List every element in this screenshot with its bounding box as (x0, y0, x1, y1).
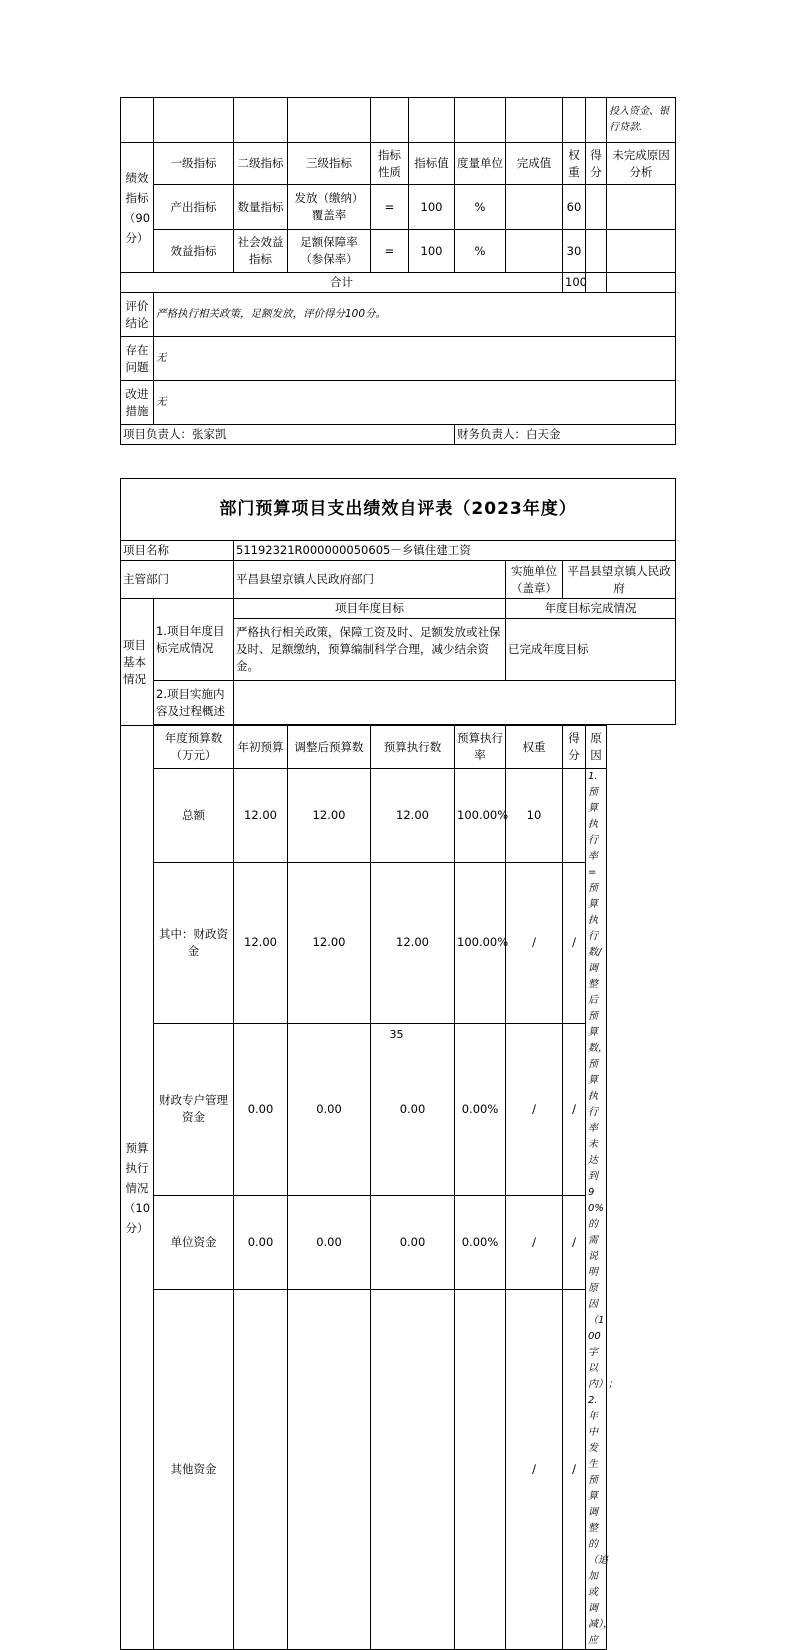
budget-score: / (563, 1195, 586, 1289)
score-cell (586, 230, 607, 273)
budget-rate: 0.00% (455, 1023, 506, 1195)
page-title: 部门预算项目支出绩效自评表（2023年度） (121, 479, 676, 541)
budget-init: 0.00 (234, 1195, 288, 1289)
budget-score: / (563, 862, 586, 1023)
impl-unit-value: 平昌县望京镇人民政府 (563, 561, 676, 599)
goal-done-head: 年度目标完成情况 (506, 599, 676, 619)
budget-adj: 12.00 (288, 769, 371, 863)
goal-text: 严格执行相关政策，保障工资及时、足额发放或社保及时、足额缴纳，预算编制科学合理，减少结余资金。 (234, 619, 506, 681)
reason-cell (607, 230, 676, 273)
total-weight: 100 (563, 273, 586, 293)
empty-cell (506, 98, 563, 143)
nature-cell: = (371, 185, 409, 230)
budget-exec: 12.00 (371, 862, 455, 1023)
budget-score: / (563, 1023, 586, 1195)
score-cell (586, 185, 607, 230)
budget-name: 其他资金 (154, 1289, 234, 1649)
unit-cell: % (455, 185, 506, 230)
impl-unit-label: 实施单位（盖章） (506, 561, 563, 599)
budget-header-3: 预算执行数 (371, 726, 455, 769)
l3-cell: 发放（缴纳）覆盖率 (288, 185, 371, 230)
budget-header-7: 原因 (586, 726, 607, 769)
improve-label: 改进措施 (121, 381, 154, 425)
header-l1: 一级指标 (154, 143, 234, 185)
budget-self-eval-table (120, 478, 676, 1650)
impl-text (234, 681, 676, 725)
problem-label: 存在问题 (121, 337, 154, 381)
total-empty (607, 273, 676, 293)
total-score (586, 273, 607, 293)
project-name-label: 项目名称 (121, 541, 234, 561)
header-value: 指标值 (409, 143, 455, 185)
table-row (121, 769, 676, 863)
budget-adj: 0.00 (288, 1195, 371, 1289)
top-note: 投入资金、银行贷款. (607, 98, 676, 143)
done-cell (506, 185, 563, 230)
budget-exec: 0.00 (371, 1195, 455, 1289)
l2-cell: 社会效益指标 (234, 230, 288, 273)
impl-label: 2.项目实施内容及过程概述 (154, 681, 234, 725)
budget-exec: 12.00 (371, 769, 455, 863)
budget-adj: 12.00 (288, 862, 371, 1023)
budget-header-4: 预算执行率 (455, 726, 506, 769)
budget-name: 财政专户管理资金 (154, 1023, 234, 1195)
weight-cell: 60 (563, 185, 586, 230)
budget-rate (455, 1289, 506, 1649)
budget-name: 总额 (154, 769, 234, 863)
l3-cell: 足额保障率（参保率） (288, 230, 371, 273)
weight-cell: 30 (563, 230, 586, 273)
eval-text: 严格执行相关政策，足额发放，评价得分100分。 (154, 293, 676, 337)
header-done: 完成值 (506, 143, 563, 185)
empty-cell (234, 98, 288, 143)
empty-cell (371, 98, 409, 143)
budget-header-2: 调整后预算数 (288, 726, 371, 769)
budget-name: 其中：财政资金 (154, 862, 234, 1023)
empty-cell (563, 98, 586, 143)
budget-weight: / (506, 862, 563, 1023)
dept-label: 主管部门 (121, 561, 234, 599)
finance-leader: 财务负责人：白天金 (455, 425, 676, 445)
reason-cell (607, 185, 676, 230)
eval-label: 评价结论 (121, 293, 154, 337)
budget-adj (288, 1289, 371, 1649)
section-label: 绩效指标（90分） (121, 143, 154, 273)
budget-rate: 0.00% (455, 1195, 506, 1289)
empty-cell (455, 98, 506, 143)
header-weight: 权重 (563, 143, 586, 185)
budget-score (563, 769, 586, 863)
budget-init: 0.00 (234, 1023, 288, 1195)
total-label: 合计 (121, 273, 563, 293)
reason-text: 1.预算执行率=预算执行数/调整后预算数，预算执行率未达到90%的需说明原因（100字以内）；2.年中发生预算调整的（追加或调减），应 (586, 769, 607, 1650)
budget-adj: 0.00 (288, 1023, 371, 1195)
empty-cell (586, 98, 607, 143)
improve-text: 无 (154, 381, 676, 425)
project-leader: 项目负责人：张家凯 (121, 425, 455, 445)
nature-cell: = (371, 230, 409, 273)
budget-weight: / (506, 1195, 563, 1289)
goal-label: 1.项目年度目标完成情况 (154, 599, 234, 681)
done-cell (506, 230, 563, 273)
goal-done: 已完成年度目标 (506, 619, 676, 681)
project-name: 51192321R000000050605－乡镇住建工资 (234, 541, 676, 561)
performance-indicator-table (120, 97, 676, 445)
unit-cell: % (455, 230, 506, 273)
budget-header-5: 权重 (506, 726, 563, 769)
problem-text: 无 (154, 337, 676, 381)
budget-exec: 0.00 (371, 1023, 455, 1195)
empty-cell (409, 98, 455, 143)
budget-init: 12.00 (234, 769, 288, 863)
budget-rate: 100.00% (455, 862, 506, 1023)
page-number: 35 (389, 1028, 404, 1041)
budget-weight: 10 (506, 769, 563, 863)
value-cell: 100 (409, 185, 455, 230)
header-nature: 指标性质 (371, 143, 409, 185)
header-score: 得分 (586, 143, 607, 185)
budget-init (234, 1289, 288, 1649)
basic-info-label: 项目基本情况 (121, 599, 154, 726)
budget-score: / (563, 1289, 586, 1649)
budget-exec-label: 预算执行情况（10分） (121, 726, 154, 1650)
header-unit: 度量单位 (455, 143, 506, 185)
table-row (121, 185, 676, 230)
empty-cell (121, 98, 154, 143)
dept-value: 平昌县望京镇人民政府部门 (234, 561, 506, 599)
budget-exec (371, 1289, 455, 1649)
budget-header-0: 年度预算数（万元） (154, 726, 234, 769)
budget-weight: / (506, 1289, 563, 1649)
budget-name: 单位资金 (154, 1195, 234, 1289)
budget-init: 12.00 (234, 862, 288, 1023)
header-l2: 二级指标 (234, 143, 288, 185)
budget-weight: / (506, 1023, 563, 1195)
table-row (121, 230, 676, 273)
l2-cell: 数量指标 (234, 185, 288, 230)
header-l3: 三级指标 (288, 143, 371, 185)
l1-cell: 效益指标 (154, 230, 234, 273)
l1-cell: 产出指标 (154, 185, 234, 230)
value-cell: 100 (409, 230, 455, 273)
budget-header-1: 年初预算 (234, 726, 288, 769)
budget-rate: 100.00% (455, 769, 506, 863)
empty-cell (154, 98, 234, 143)
header-reason: 未完成原因分析 (607, 143, 676, 185)
budget-header-6: 得分 (563, 726, 586, 769)
goal-head: 项目年度目标 (234, 599, 506, 619)
empty-cell (288, 98, 371, 143)
